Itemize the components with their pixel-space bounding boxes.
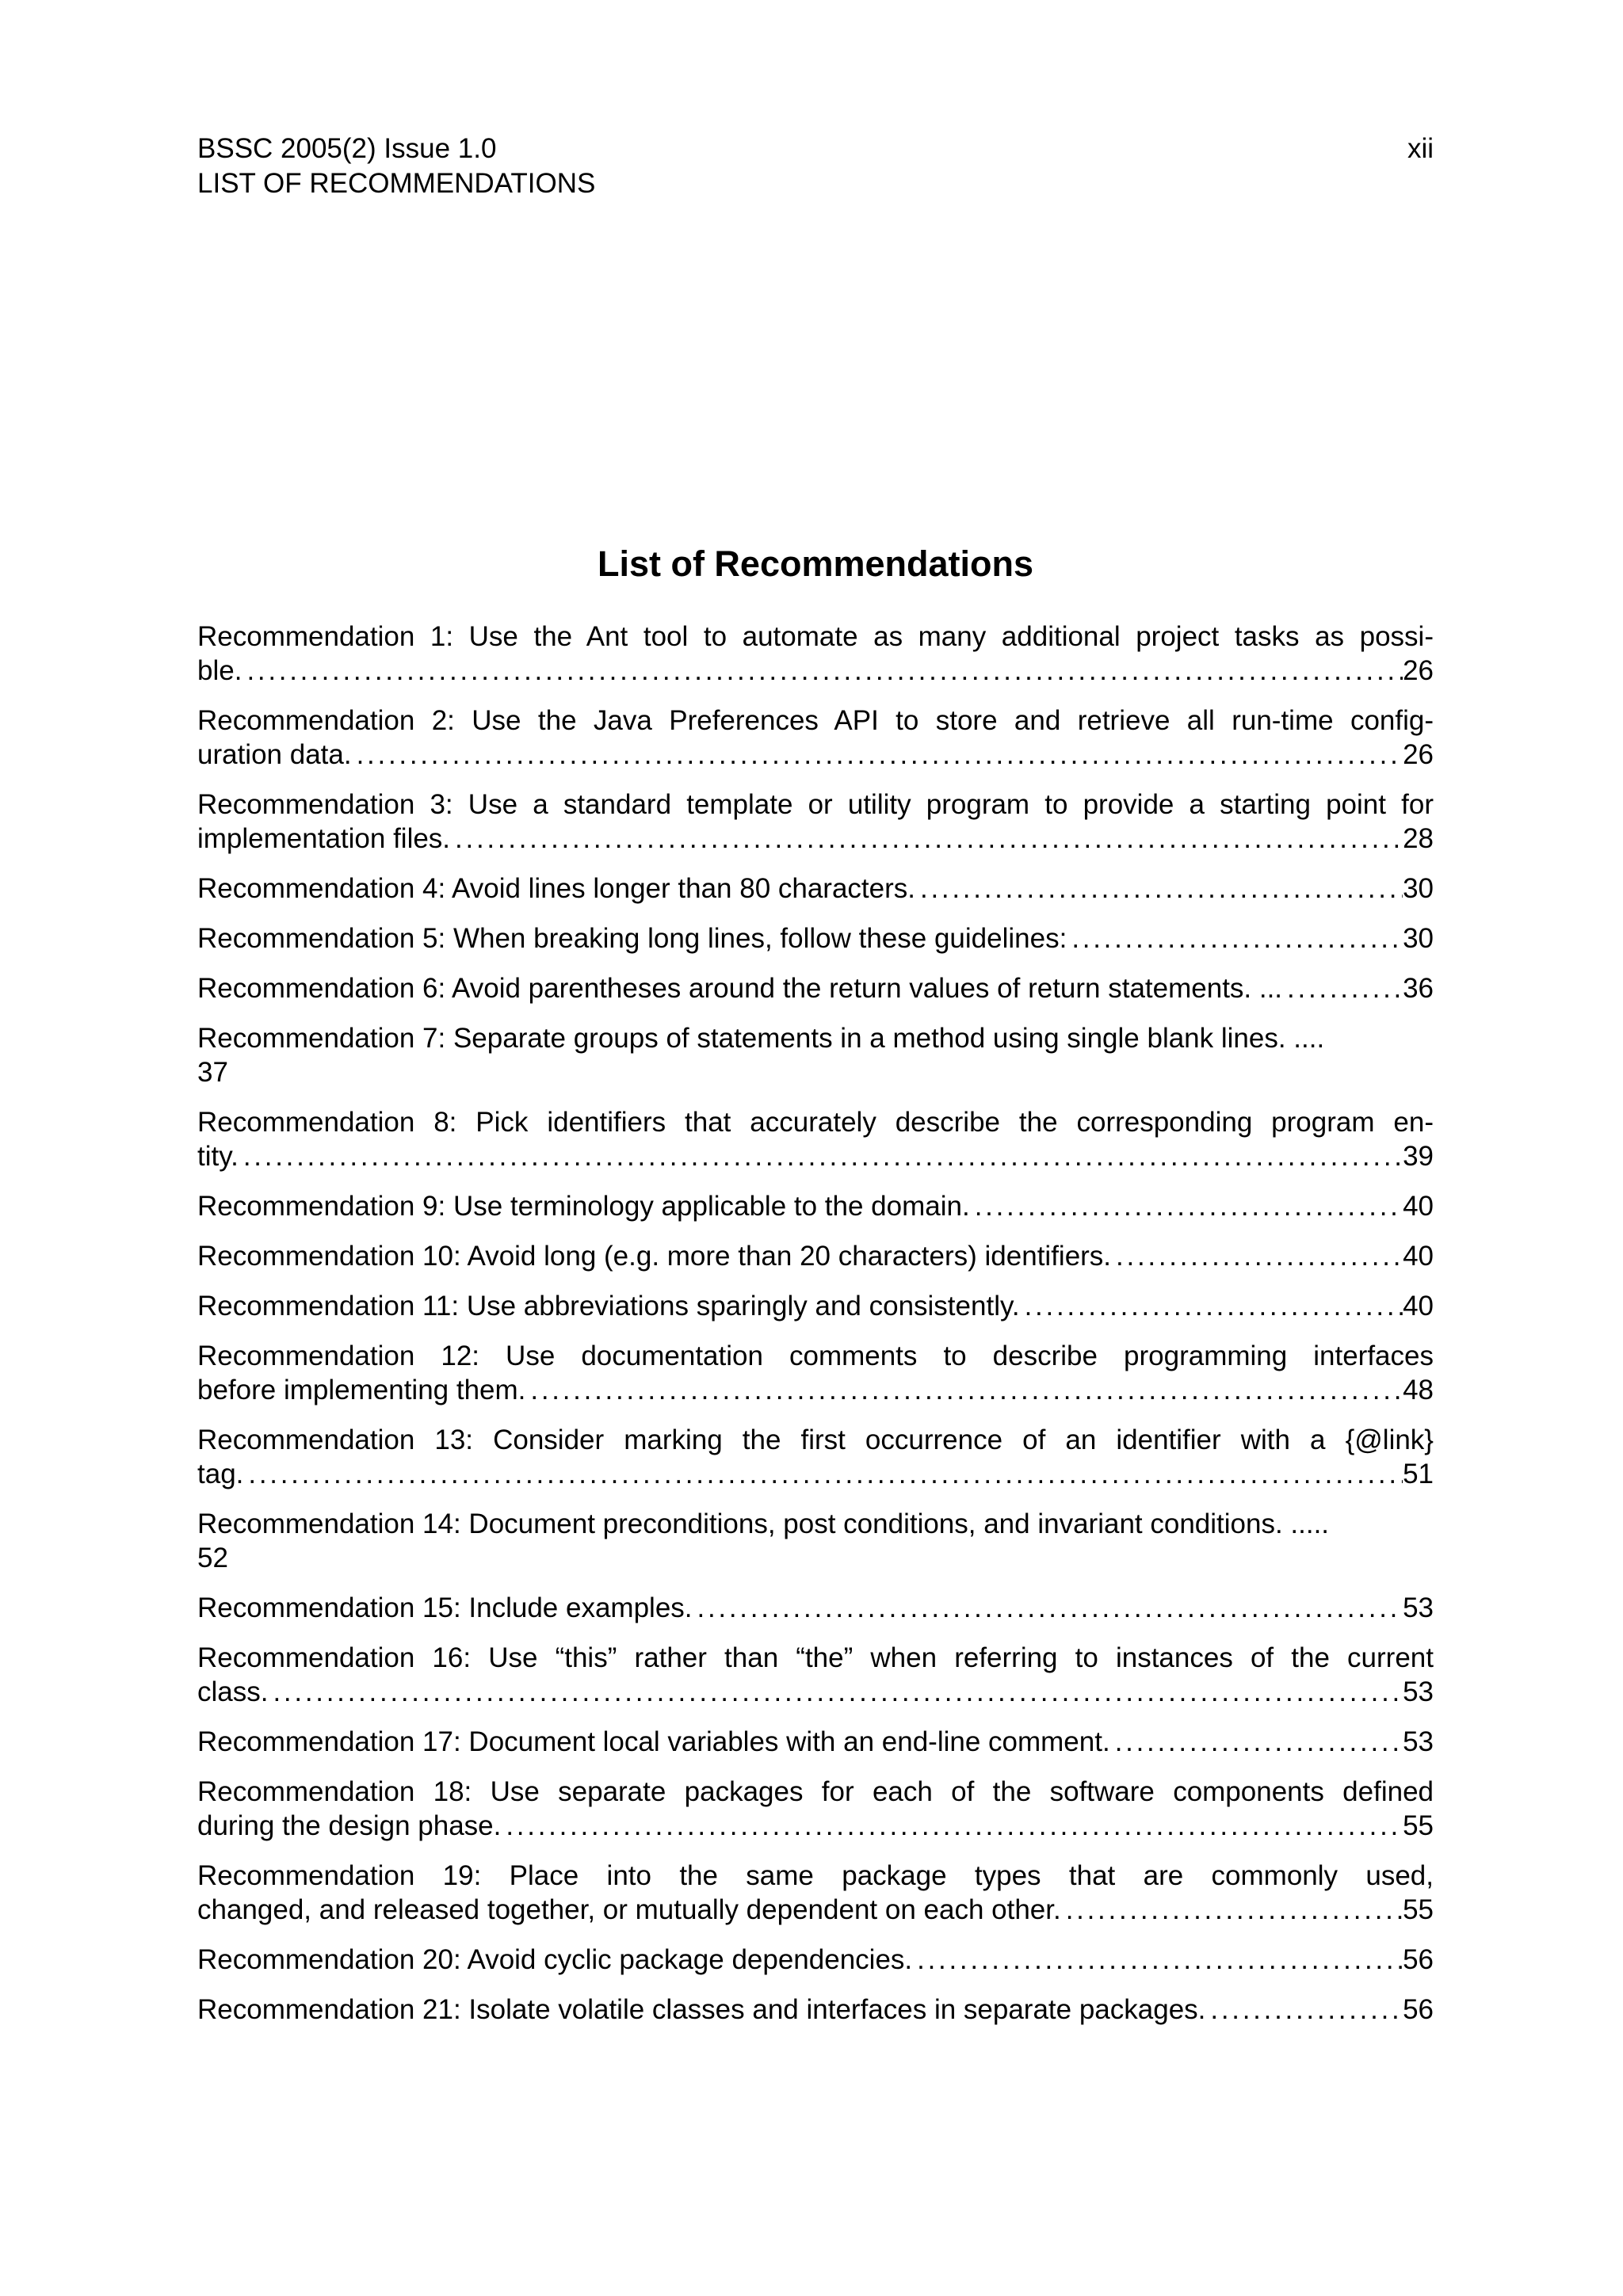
leader-dots [1110, 1725, 1403, 1759]
page-number: xii [1407, 133, 1434, 164]
leader-dots [970, 1189, 1403, 1223]
document-id: BSSC 2005(2) Issue 1.0 [197, 133, 497, 164]
recommendation-item[interactable] [197, 788, 1434, 856]
leader-dots [1111, 1239, 1403, 1273]
page-reference[interactable]: 40 [1403, 1241, 1434, 1272]
recommendation-text: Recommendation 17: Document local variables with an end-line comment. [197, 1726, 1110, 1757]
recommendation-text-continued: changed, and released together, or mutually dependent on each other. [197, 1894, 1061, 1925]
recommendation-text: Recommendation 18: Use separate packages for each of the software components defined [197, 1776, 1434, 1807]
page-reference[interactable]: 30 [1403, 873, 1434, 904]
leader-dots [352, 738, 1403, 772]
recommendation-item[interactable] [197, 1775, 1434, 1843]
recommendation-item[interactable] [197, 1339, 1434, 1407]
leader-dots [243, 1457, 1403, 1491]
recommendation-item[interactable] [197, 921, 1434, 955]
page-reference[interactable]: 36 [1403, 973, 1434, 1004]
recommendation-text: Recommendation 10: Avoid long (e.g. more than 20 characters) identifiers. [197, 1241, 1112, 1272]
recommendation-item[interactable] [197, 1105, 1434, 1173]
leader-dots [1205, 1993, 1403, 2027]
recommendation-text-continued: before implementing them. [197, 1375, 526, 1405]
recommendation-text: Recommendation 2: Use the Java Preferences API to store and retrieve all run-time config- [197, 705, 1434, 736]
page-reference[interactable]: 52 [197, 1543, 228, 1573]
recommendation-text: Recommendation 14: Document preconditions, post conditions, and invariant conditions. ..... [197, 1508, 1330, 1539]
recommendation-item[interactable] [197, 704, 1434, 772]
leader-dots [915, 871, 1403, 906]
recommendation-text: Recommendation 5: When breaking long lines, follow these guidelines: [197, 923, 1067, 954]
recommendation-text-continued: ble. [197, 655, 242, 686]
header-top-row [197, 132, 1434, 166]
recommendation-text-continued: during the design phase. [197, 1810, 502, 1841]
recommendation-item[interactable] [197, 1943, 1434, 1977]
recommendation-text-continued: implementation files. [197, 823, 451, 854]
recommendation-text: Recommendation 11: Use abbreviations sparingly and consistently. [197, 1291, 1020, 1322]
page-reference[interactable]: 28 [1403, 823, 1434, 854]
leader-dots [239, 1139, 1403, 1173]
recommendation-text-continued: class. [197, 1676, 269, 1707]
recommendation-item[interactable] [197, 1993, 1434, 2027]
recommendation-text: Recommendation 9: Use terminology applicable to the domain. [197, 1191, 970, 1222]
leader-dots [1282, 971, 1403, 1005]
page-reference[interactable]: 40 [1403, 1191, 1434, 1222]
leader-dots [268, 1675, 1403, 1709]
page-reference[interactable]: 55 [1403, 1810, 1434, 1841]
recommendation-item[interactable] [197, 871, 1434, 906]
recommendation-item[interactable] [197, 1725, 1434, 1759]
recommendation-text: Recommendation 3: Use a standard template or utility program to provide a starting point for [197, 789, 1434, 820]
page-reference[interactable]: 51 [1403, 1459, 1434, 1489]
recommendation-item[interactable] [197, 1859, 1434, 1927]
leader-dots [242, 654, 1403, 688]
recommendation-text: Recommendation 12: Use documentation comments to describe programming interfaces [197, 1341, 1434, 1371]
leader-dots [1020, 1289, 1403, 1323]
leader-dots [525, 1373, 1403, 1407]
recommendation-text-continued: uration data. [197, 739, 352, 770]
leader-dots [912, 1943, 1403, 1977]
page-reference[interactable]: 56 [1403, 1944, 1434, 1975]
recommendation-item[interactable] [197, 620, 1434, 688]
page-reference[interactable]: 37 [197, 1057, 228, 1088]
page-title: List of Recommendations [597, 543, 1034, 584]
recommendation-list [197, 620, 1434, 2042]
page-reference[interactable]: 53 [1403, 1592, 1434, 1623]
recommendation-item[interactable] [197, 1021, 1434, 1089]
page-reference[interactable]: 40 [1403, 1291, 1434, 1322]
section-name: LIST OF RECOMMENDATIONS [197, 168, 596, 199]
page-reference[interactable]: 26 [1403, 655, 1434, 686]
page-reference[interactable]: 53 [1403, 1726, 1434, 1757]
recommendation-text: Recommendation 4: Avoid lines longer than 80 characters. [197, 873, 916, 904]
recommendation-item[interactable] [197, 1289, 1434, 1323]
recommendation-item[interactable] [197, 971, 1434, 1005]
page-reference[interactable]: 30 [1403, 923, 1434, 954]
running-header [197, 132, 1434, 201]
leader-dots [1067, 921, 1403, 955]
recommendation-item[interactable] [197, 1641, 1434, 1709]
recommendation-text-continued: tag. [197, 1459, 244, 1489]
leader-dots [1061, 1893, 1403, 1927]
page-reference[interactable]: 55 [1403, 1894, 1434, 1925]
recommendation-text: Recommendation 6: Avoid parentheses around the return values of return statements. ... [197, 973, 1283, 1004]
recommendation-item[interactable] [197, 1423, 1434, 1491]
page-reference[interactable]: 26 [1403, 739, 1434, 770]
recommendation-text: Recommendation 7: Separate groups of statements in a method using single blank lines. .... [197, 1023, 1325, 1054]
recommendation-text: Recommendation 8: Pick identifiers that accurately describe the corresponding program en- [197, 1107, 1434, 1138]
recommendation-item[interactable] [197, 1507, 1434, 1575]
page-reference[interactable]: 56 [1403, 1994, 1434, 2025]
leader-dots [693, 1591, 1403, 1625]
recommendation-text: Recommendation 1: Use the Ant tool to automate as many additional project tasks as possi- [197, 621, 1434, 652]
recommendation-text: Recommendation 13: Consider marking the first occurrence of an identifier with a {@link} [197, 1425, 1434, 1455]
leader-dots [450, 822, 1403, 856]
page-reference[interactable]: 39 [1403, 1141, 1434, 1172]
leader-dots [501, 1809, 1403, 1843]
recommendation-item[interactable] [197, 1239, 1434, 1273]
recommendation-text: Recommendation 19: Place into the same package types that are commonly used, [197, 1860, 1434, 1891]
recommendation-text: Recommendation 20: Avoid cyclic package dependencies. [197, 1944, 913, 1975]
page-reference[interactable]: 48 [1403, 1375, 1434, 1405]
recommendation-item[interactable] [197, 1189, 1434, 1223]
recommendation-text-continued: tity. [197, 1141, 239, 1172]
recommendation-text: Recommendation 15: Include examples. [197, 1592, 693, 1623]
recommendation-text: Recommendation 21: Isolate volatile classes and interfaces in separate packages. [197, 1994, 1206, 2025]
page-reference[interactable]: 53 [1403, 1676, 1434, 1707]
recommendation-item[interactable] [197, 1591, 1434, 1625]
recommendation-text: Recommendation 16: Use “this” rather than “the” when referring to instances of the current [197, 1642, 1434, 1673]
